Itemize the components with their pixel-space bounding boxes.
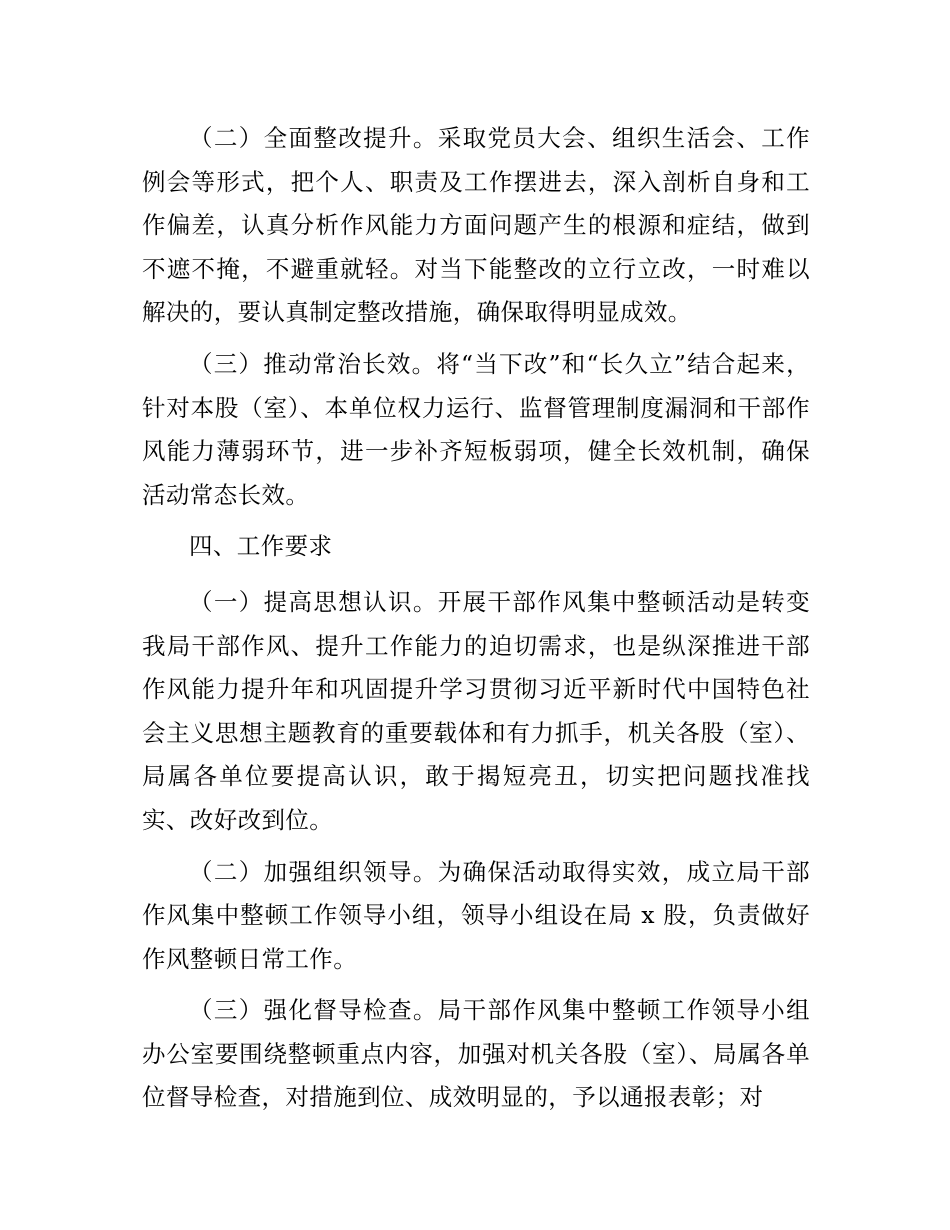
section-heading-work-requirements: 四、工作要求: [189, 532, 333, 561]
document-body: [142, 117, 810, 1128]
paragraph-rectification: （二）全面整改提升。采取党员大会、组织生活会、工作例会等形式，把个人、职责及工作摆进去，深入剖析自身和工作偏差，认真分析作风能力方面问题产生的根源和症结，做到不遮不掩，不避重就轻。对当下能整改的立行立改，一时难以解决的，要认真制定整改措施，确保取得明显成效。: [142, 124, 810, 327]
paragraph-supervision-inspection: （三）强化督导检查。局干部作风集中整顿工作领导小组办公室要围绕整顿重点内容，加强对机关各股（室）、局属各单位督导检查，对措施到位、成效明显的，予以通报表彰；对: [142, 996, 810, 1112]
paragraph-long-term-mechanism: （三）推动常治长效。将“当下改”和“长久立”结合起来，针对本股（室）、本单位权力运行、监督管理制度漏洞和干部作风能力薄弱环节，进一步补齐短板弱项，健全长效机制，确保活动常态长效。: [142, 349, 810, 509]
paragraph-organizational-leadership: （二）加强组织领导。为确保活动取得实效，成立局干部作风集中整顿工作领导小组，领导小组设在局 x 股，负责做好作风整顿日常工作。: [142, 857, 810, 973]
paragraph-raise-awareness: （一）提高思想认识。开展干部作风集中整顿活动是转变我局干部作风、提升工作能力的迫切需求，也是纵深推进干部作风能力提升年和巩固提升学习贯彻习近平新时代中国特色社会主义思想主题教育的重要载体和有力抓手，机关各股（室）、局属各单位要提高认识，敢于揭短亮丑，切实把问题找准找实、改好改到位。: [142, 587, 810, 834]
